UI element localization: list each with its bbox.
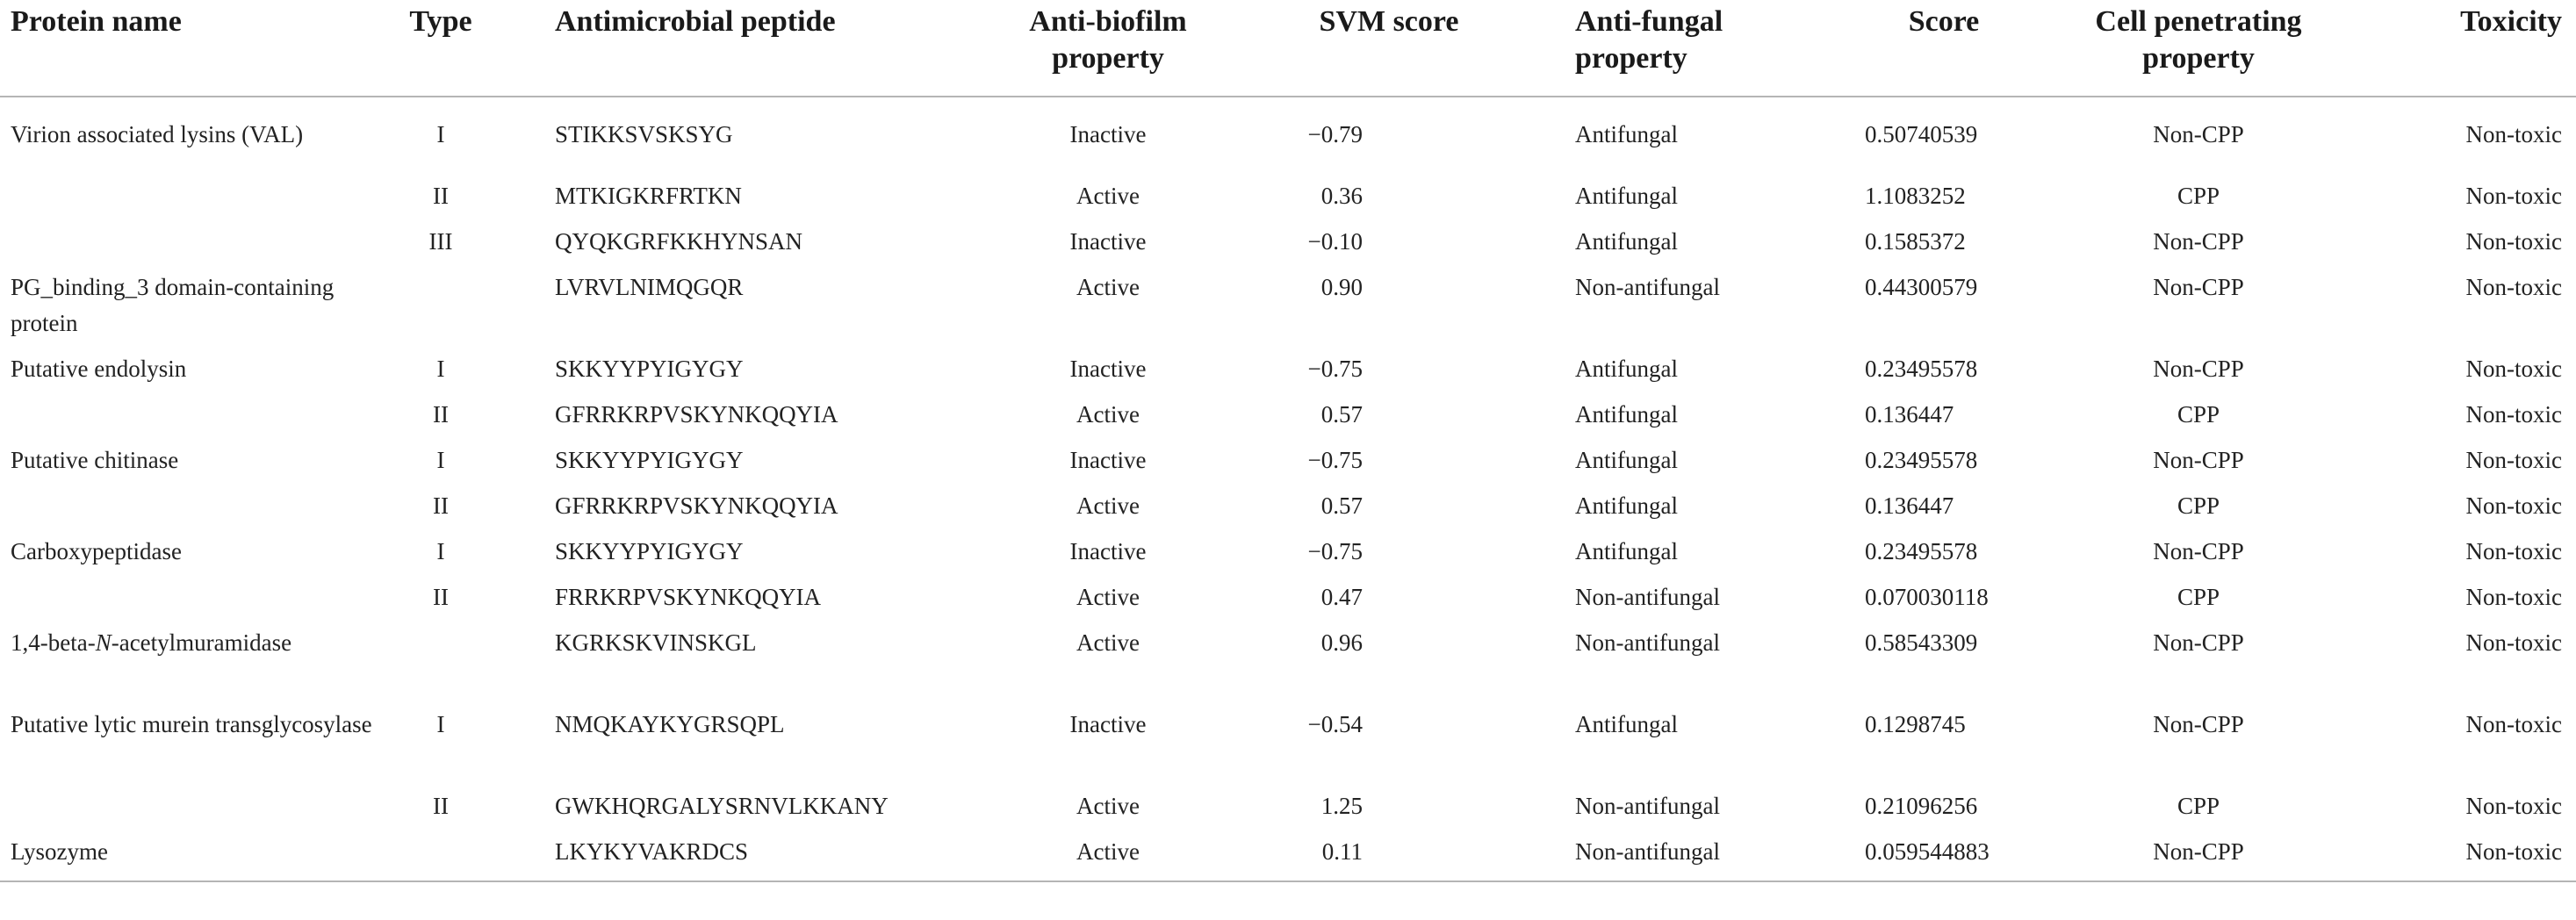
cell-cpp: Non-CPP xyxy=(2153,711,2244,737)
cell-biofilm: Active xyxy=(1076,584,1140,610)
header-cell-penetrating-property: Cell penetrating property xyxy=(2095,5,2302,75)
cell-score: 0.50740539 xyxy=(1865,121,1978,147)
cell-peptide: MTKIGKRFRTKN xyxy=(555,183,742,209)
cell-cpp: CPP xyxy=(2177,401,2220,428)
cell-protein-name xyxy=(0,579,397,625)
cell-peptide: STIKKSVSKSYG xyxy=(555,121,733,147)
cell-antifungal: Antifungal xyxy=(1575,356,1678,382)
cell-biofilm: Inactive xyxy=(1069,228,1147,255)
cell-type: I xyxy=(436,356,445,382)
cell-toxicity: Non-toxic xyxy=(2465,492,2562,519)
cell-antifungal: Antifungal xyxy=(1575,401,1678,428)
cell-svm-score: −0.75 xyxy=(1307,356,1363,382)
cell-biofilm: Active xyxy=(1076,492,1140,519)
cell-antifungal: Non-antifungal xyxy=(1575,274,1720,300)
cell-score: 0.136447 xyxy=(1865,492,1954,519)
cell-svm-score: −0.75 xyxy=(1307,447,1363,473)
header-anti-fungal-property: Anti-fungal property xyxy=(1575,5,1723,75)
cell-peptide: LKYKYVAKRDCS xyxy=(555,838,749,865)
cell-type: III xyxy=(428,228,453,255)
cell-protein-name xyxy=(0,224,397,270)
table-row xyxy=(0,97,2576,178)
cell-protein-name xyxy=(0,397,397,442)
cell-protein-name xyxy=(0,178,397,224)
cell-toxicity: Non-toxic xyxy=(2465,356,2562,382)
protein-name-italic: N xyxy=(95,629,112,656)
cell-cpp: Non-CPP xyxy=(2153,538,2244,564)
cell-score: 0.1585372 xyxy=(1865,228,1966,255)
header-svm-score: SVM score xyxy=(1319,5,1459,38)
cell-biofilm: Inactive xyxy=(1069,447,1147,473)
cell-cpp: Non-CPP xyxy=(2153,228,2244,255)
cell-score: 0.070030118 xyxy=(1865,584,1989,610)
cell-type xyxy=(397,270,485,351)
cell-svm-score: 0.47 xyxy=(1320,584,1363,610)
cell-toxicity: Non-toxic xyxy=(2465,711,2562,737)
cell-toxicity: Non-toxic xyxy=(2465,838,2562,865)
header-row xyxy=(0,0,2576,97)
cell-peptide: GFRRKRPVSKYNKQQYIA xyxy=(555,492,838,519)
cell-peptide: FRRKRPVSKYNKQQYIA xyxy=(555,584,822,610)
cell-type: II xyxy=(433,492,449,519)
cell-toxicity: Non-toxic xyxy=(2465,793,2562,819)
cell-protein-name: PG_binding_3 domain-containing protein xyxy=(11,274,335,336)
cell-biofilm: Active xyxy=(1076,401,1140,428)
cell-type: I xyxy=(436,447,445,473)
cell-biofilm: Inactive xyxy=(1069,538,1147,564)
cell-antifungal: Non-antifungal xyxy=(1575,838,1720,865)
cell-toxicity: Non-toxic xyxy=(2465,121,2562,147)
cell-biofilm: Inactive xyxy=(1069,711,1147,737)
cell-type xyxy=(397,834,485,881)
cell-score: 0.21096256 xyxy=(1865,793,1978,819)
cell-type: II xyxy=(433,584,449,610)
cell-svm-score: 0.57 xyxy=(1320,492,1363,519)
cell-peptide: SKKYYPYIGYGY xyxy=(555,447,744,473)
cell-protein-name xyxy=(0,788,397,834)
cell-cpp: Non-CPP xyxy=(2153,838,2244,865)
cell-toxicity: Non-toxic xyxy=(2465,629,2562,656)
cell-cpp: Non-CPP xyxy=(2153,356,2244,382)
cell-biofilm: Inactive xyxy=(1069,121,1147,147)
cell-cpp: Non-CPP xyxy=(2153,274,2244,300)
cell-svm-score: 0.57 xyxy=(1320,401,1363,428)
cell-peptide: GFRRKRPVSKYNKQQYIA xyxy=(555,401,838,428)
cell-antifungal: Non-antifungal xyxy=(1575,793,1720,819)
cell-biofilm: Active xyxy=(1076,183,1140,209)
header-type: Type xyxy=(409,5,472,38)
cell-antifungal: Antifungal xyxy=(1575,538,1678,564)
cell-score: 0.23495578 xyxy=(1865,538,1978,564)
table-row xyxy=(0,397,2576,442)
cell-cpp: CPP xyxy=(2177,492,2220,519)
cell-score: 0.23495578 xyxy=(1865,356,1978,382)
cell-protein-name: Putative chitinase xyxy=(11,447,179,473)
cell-peptide: SKKYYPYIGYGY xyxy=(555,356,744,382)
cell-type: II xyxy=(433,183,449,209)
header-anti-biofilm-property: Anti-biofilm property xyxy=(1029,5,1187,75)
cell-antifungal: Antifungal xyxy=(1575,121,1678,147)
table-row xyxy=(0,625,2576,707)
cell-biofilm: Active xyxy=(1076,838,1140,865)
cell-antifungal: Antifungal xyxy=(1575,228,1678,255)
cell-biofilm: Active xyxy=(1076,629,1140,656)
cell-cpp: CPP xyxy=(2177,183,2220,209)
table-row xyxy=(0,351,2576,397)
cell-toxicity: Non-toxic xyxy=(2465,447,2562,473)
cell-protein-name: Virion associated lysins (VAL) xyxy=(11,121,304,147)
cell-peptide: LVRVLNIMQGQR xyxy=(555,274,744,300)
cell-svm-score: 0.96 xyxy=(1320,629,1363,656)
cell-cpp: Non-CPP xyxy=(2153,447,2244,473)
table-row xyxy=(0,488,2576,534)
cell-biofilm: Active xyxy=(1076,793,1140,819)
table-row xyxy=(0,224,2576,270)
cell-peptide: KGRKSKVINSKGL xyxy=(555,629,757,656)
table-row xyxy=(0,834,2576,881)
cell-type: II xyxy=(433,793,449,819)
protein-name-prefix: 1,4-beta- xyxy=(11,629,96,656)
cell-svm-score: −0.79 xyxy=(1307,121,1363,147)
header-score: Score xyxy=(1908,5,1980,38)
cell-svm-score: 0.36 xyxy=(1320,183,1363,209)
cell-antifungal: Antifungal xyxy=(1575,447,1678,473)
cell-peptide: QYQKGRFKKHYNSAN xyxy=(555,228,803,255)
cell-score: 1.1083252 xyxy=(1865,183,1966,209)
cell-type: I xyxy=(436,711,445,737)
cell-antifungal: Antifungal xyxy=(1575,183,1678,209)
cell-cpp: Non-CPP xyxy=(2153,629,2244,656)
cell-toxicity: Non-toxic xyxy=(2465,274,2562,300)
cell-biofilm: Active xyxy=(1076,274,1140,300)
cell-toxicity: Non-toxic xyxy=(2465,584,2562,610)
cell-protein-name xyxy=(0,625,397,707)
header-antimicrobial-peptide: Antimicrobial peptide xyxy=(555,5,836,38)
cell-peptide: GWKHQRGALYSRNVLKKANY xyxy=(555,793,889,819)
table-row xyxy=(0,178,2576,224)
cell-cpp: Non-CPP xyxy=(2153,121,2244,147)
cell-type xyxy=(397,625,485,707)
cell-antifungal: Antifungal xyxy=(1575,711,1678,737)
cell-peptide: SKKYYPYIGYGY xyxy=(555,538,744,564)
cell-cpp: CPP xyxy=(2177,793,2220,819)
cell-antifungal: Antifungal xyxy=(1575,492,1678,519)
cell-cpp: CPP xyxy=(2177,584,2220,610)
cell-toxicity: Non-toxic xyxy=(2465,538,2562,564)
table-row xyxy=(0,707,2576,788)
cell-svm-score: 0.11 xyxy=(1321,838,1363,865)
table-row xyxy=(0,442,2576,488)
cell-type: I xyxy=(436,538,445,564)
cell-score: 0.1298745 xyxy=(1865,711,1966,737)
table-row xyxy=(0,788,2576,834)
cell-type: II xyxy=(433,401,449,428)
table-header xyxy=(0,0,2576,97)
cell-protein-name: Lysozyme xyxy=(11,838,108,865)
cell-svm-score: 0.90 xyxy=(1320,274,1363,300)
cell-svm-score: −0.75 xyxy=(1307,538,1363,564)
cell-antifungal: Non-antifungal xyxy=(1575,584,1720,610)
cell-svm-score: −0.10 xyxy=(1307,228,1363,255)
table-row xyxy=(0,534,2576,579)
cell-toxicity: Non-toxic xyxy=(2465,183,2562,209)
cell-svm-score: 1.25 xyxy=(1320,793,1363,819)
cell-protein-name: Carboxypeptidase xyxy=(11,538,182,564)
cell-score: 0.58543309 xyxy=(1865,629,1978,656)
cell-protein-name xyxy=(0,488,397,534)
cell-protein-name: Putative endolysin xyxy=(11,356,187,382)
cell-biofilm: Inactive xyxy=(1069,356,1147,382)
cell-toxicity: Non-toxic xyxy=(2465,228,2562,255)
cell-peptide: NMQKAYKYGRSQPL xyxy=(555,711,785,737)
cell-type: I xyxy=(436,121,445,147)
table-row xyxy=(0,579,2576,625)
cell-score: 0.136447 xyxy=(1865,401,1954,428)
header-toxicity: Toxicity xyxy=(2460,5,2562,38)
cell-antifungal: Non-antifungal xyxy=(1575,629,1720,656)
cell-svm-score: −0.54 xyxy=(1307,711,1363,737)
cell-score: 0.23495578 xyxy=(1865,447,1978,473)
cell-toxicity: Non-toxic xyxy=(2465,401,2562,428)
table-body xyxy=(0,97,2576,881)
table-row xyxy=(0,270,2576,351)
cell-protein-name: Putative lytic murein transglycosylase xyxy=(11,711,372,737)
protein-name-suffix: -acetylmuramidase xyxy=(111,629,292,656)
header-protein-name: Protein name xyxy=(11,5,182,38)
cell-score: 0.059544883 xyxy=(1865,838,1990,865)
cell-score: 0.44300579 xyxy=(1865,274,1978,300)
